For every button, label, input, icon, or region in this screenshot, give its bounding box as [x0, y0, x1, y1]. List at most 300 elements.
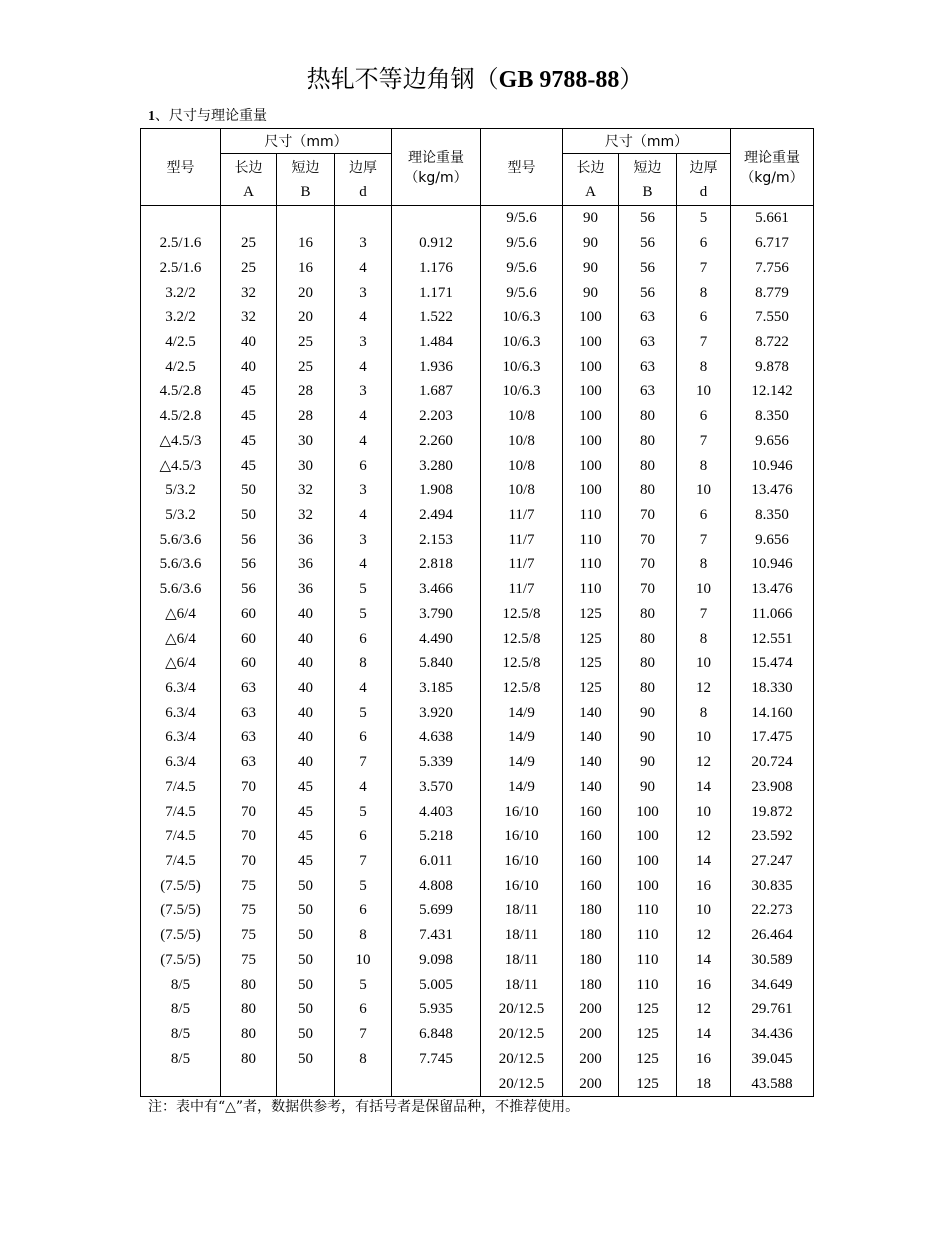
- cell-thickness-right: 18: [677, 1071, 731, 1096]
- cell-long-side-left: 60: [221, 651, 277, 676]
- cell-thickness-left: 6: [335, 453, 392, 478]
- cell-thickness-left: 4: [335, 255, 392, 280]
- cell-short-side-left: [277, 206, 335, 231]
- cell-weight-left: 6.011: [392, 849, 481, 874]
- cell-long-side-left: 70: [221, 775, 277, 800]
- cell-long-side-right: 180: [563, 972, 619, 997]
- cell-long-side-right: 100: [563, 379, 619, 404]
- section-number: 1: [148, 109, 155, 124]
- cell-model-left: 6.3/4: [141, 725, 221, 750]
- cell-model-left: 7/4.5: [141, 775, 221, 800]
- cell-long-side-right: 140: [563, 725, 619, 750]
- table-row: [141, 478, 814, 503]
- cell-short-side-right: 80: [619, 602, 677, 627]
- cell-model-right: 11/7: [481, 503, 563, 528]
- table-body: [141, 206, 814, 1097]
- table-row: [141, 750, 814, 775]
- cell-long-side-right: 110: [563, 503, 619, 528]
- cell-weight-left: 7.745: [392, 1046, 481, 1071]
- cell-short-side-right: 70: [619, 527, 677, 552]
- cell-short-side-right: 100: [619, 873, 677, 898]
- cell-thickness-right: 8: [677, 700, 731, 725]
- cell-thickness-right: 10: [677, 725, 731, 750]
- cell-thickness-right: 10: [677, 651, 731, 676]
- cell-long-side-left: 40: [221, 354, 277, 379]
- cell-weight-left: 1.687: [392, 379, 481, 404]
- cell-long-side-left: 32: [221, 280, 277, 305]
- cell-long-side-right: 100: [563, 404, 619, 429]
- cell-thickness-right: 16: [677, 873, 731, 898]
- title-text: 热轧不等边角钢（: [306, 65, 499, 93]
- table-row: [141, 305, 814, 330]
- cell-long-side-right: 140: [563, 775, 619, 800]
- cell-weight-left: 5.935: [392, 997, 481, 1022]
- table-row: [141, 206, 814, 231]
- cell-long-side-right: 125: [563, 651, 619, 676]
- title-close: ）: [619, 65, 644, 93]
- cell-thickness-left: 5: [335, 972, 392, 997]
- cell-long-side-left: 75: [221, 873, 277, 898]
- table-row: [141, 1022, 814, 1047]
- cell-model-left: 6.3/4: [141, 700, 221, 725]
- cell-model-right: 16/10: [481, 849, 563, 874]
- cell-long-side-left: 25: [221, 231, 277, 256]
- cell-short-side-right: 100: [619, 849, 677, 874]
- cell-thickness-right: 10: [677, 478, 731, 503]
- table-row: [141, 503, 814, 528]
- cell-short-side-left: 36: [277, 577, 335, 602]
- cell-thickness-right: 7: [677, 527, 731, 552]
- header-symbol-b: B: [277, 180, 335, 206]
- cell-model-left: (7.5/5): [141, 923, 221, 948]
- cell-long-side-left: 80: [221, 1046, 277, 1071]
- cell-short-side-right: 80: [619, 478, 677, 503]
- cell-short-side-left: 45: [277, 824, 335, 849]
- cell-short-side-right: 90: [619, 700, 677, 725]
- cell-model-right: 10/6.3: [481, 379, 563, 404]
- cell-long-side-left: 63: [221, 700, 277, 725]
- table-header: [141, 129, 814, 206]
- cell-long-side-left: 25: [221, 255, 277, 280]
- cell-model-right: 18/11: [481, 972, 563, 997]
- cell-model-left: △6/4: [141, 651, 221, 676]
- cell-model-right: 10/8: [481, 453, 563, 478]
- cell-weight-right: 23.908: [731, 775, 814, 800]
- cell-short-side-right: 125: [619, 1071, 677, 1096]
- cell-weight-right: 34.649: [731, 972, 814, 997]
- cell-long-side-right: 160: [563, 824, 619, 849]
- table-row: [141, 527, 814, 552]
- cell-long-side-right: 100: [563, 453, 619, 478]
- cell-long-side-right: 180: [563, 923, 619, 948]
- cell-short-side-left: 20: [277, 280, 335, 305]
- cell-short-side-left: 36: [277, 552, 335, 577]
- cell-short-side-right: 125: [619, 1046, 677, 1071]
- cell-short-side-left: 50: [277, 1022, 335, 1047]
- cell-thickness-right: 10: [677, 577, 731, 602]
- cell-thickness-left: 3: [335, 231, 392, 256]
- cell-short-side-right: 56: [619, 255, 677, 280]
- cell-thickness-left: 4: [335, 428, 392, 453]
- header-weight-unit: （kg/m）: [740, 170, 804, 186]
- cell-short-side-left: 50: [277, 1046, 335, 1071]
- cell-model-right: 10/6.3: [481, 305, 563, 330]
- cell-model-left: 7/4.5: [141, 849, 221, 874]
- cell-short-side-right: 70: [619, 552, 677, 577]
- cell-short-side-right: 90: [619, 725, 677, 750]
- cell-model-right: 10/8: [481, 428, 563, 453]
- cell-model-left: 5/3.2: [141, 478, 221, 503]
- cell-weight-left: 5.218: [392, 824, 481, 849]
- cell-model-right: 20/12.5: [481, 1046, 563, 1071]
- cell-weight-right: 12.142: [731, 379, 814, 404]
- cell-weight-right: 26.464: [731, 923, 814, 948]
- cell-short-side-right: 70: [619, 577, 677, 602]
- header-symbol-a: A: [563, 180, 619, 206]
- cell-long-side-right: 110: [563, 527, 619, 552]
- cell-thickness-left: 8: [335, 651, 392, 676]
- cell-thickness-left: 5: [335, 577, 392, 602]
- cell-long-side-right: 160: [563, 799, 619, 824]
- cell-model-left: 8/5: [141, 1046, 221, 1071]
- cell-weight-left: [392, 1071, 481, 1096]
- cell-weight-left: 4.638: [392, 725, 481, 750]
- cell-short-side-left: 50: [277, 948, 335, 973]
- cell-model-left: 6.3/4: [141, 676, 221, 701]
- cell-short-side-right: 125: [619, 997, 677, 1022]
- table-row: [141, 997, 814, 1022]
- cell-short-side-right: 70: [619, 503, 677, 528]
- cell-weight-right: 9.878: [731, 354, 814, 379]
- cell-short-side-right: 80: [619, 453, 677, 478]
- cell-long-side-left: 70: [221, 849, 277, 874]
- cell-model-right: 11/7: [481, 552, 563, 577]
- cell-short-side-right: 80: [619, 626, 677, 651]
- cell-short-side-left: 40: [277, 651, 335, 676]
- table-row: [141, 923, 814, 948]
- cell-thickness-right: 8: [677, 552, 731, 577]
- cell-model-right: 16/10: [481, 824, 563, 849]
- cell-long-side-left: 70: [221, 799, 277, 824]
- cell-thickness-left: 3: [335, 527, 392, 552]
- cell-thickness-right: 12: [677, 923, 731, 948]
- cell-weight-right: 8.350: [731, 503, 814, 528]
- cell-model-right: 10/6.3: [481, 330, 563, 355]
- cell-weight-right: 8.722: [731, 330, 814, 355]
- cell-long-side-right: 200: [563, 997, 619, 1022]
- cell-weight-right: 22.273: [731, 898, 814, 923]
- cell-short-side-left: 50: [277, 972, 335, 997]
- cell-weight-left: 2.203: [392, 404, 481, 429]
- cell-thickness-right: 14: [677, 775, 731, 800]
- cell-weight-right: 7.550: [731, 305, 814, 330]
- cell-weight-left: 4.808: [392, 873, 481, 898]
- cell-weight-right: 20.724: [731, 750, 814, 775]
- cell-long-side-left: 56: [221, 552, 277, 577]
- cell-thickness-left: 4: [335, 676, 392, 701]
- cell-thickness-right: 14: [677, 948, 731, 973]
- header-size-left: 尺寸（mm）: [221, 129, 392, 154]
- cell-model-left: △6/4: [141, 626, 221, 651]
- cell-thickness-right: 14: [677, 849, 731, 874]
- cell-long-side-right: 180: [563, 898, 619, 923]
- header-model-left: 型号: [141, 129, 221, 206]
- cell-short-side-right: 80: [619, 676, 677, 701]
- cell-weight-left: 2.260: [392, 428, 481, 453]
- cell-model-right: 12.5/8: [481, 602, 563, 627]
- cell-long-side-left: 32: [221, 305, 277, 330]
- table-row: [141, 676, 814, 701]
- cell-model-left: 6.3/4: [141, 750, 221, 775]
- cell-model-left: (7.5/5): [141, 873, 221, 898]
- cell-short-side-right: 56: [619, 231, 677, 256]
- table-row: [141, 824, 814, 849]
- cell-long-side-right: 160: [563, 849, 619, 874]
- cell-long-side-right: 100: [563, 428, 619, 453]
- cell-thickness-left: 4: [335, 552, 392, 577]
- cell-model-right: 12.5/8: [481, 651, 563, 676]
- cell-long-side-right: 110: [563, 552, 619, 577]
- cell-short-side-left: 50: [277, 923, 335, 948]
- cell-long-side-right: 100: [563, 330, 619, 355]
- cell-short-side-right: 90: [619, 750, 677, 775]
- cell-model-left: △6/4: [141, 602, 221, 627]
- cell-thickness-right: 6: [677, 503, 731, 528]
- cell-thickness-left: 5: [335, 799, 392, 824]
- cell-short-side-right: 110: [619, 923, 677, 948]
- cell-thickness-left: 7: [335, 1022, 392, 1047]
- cell-thickness-left: 6: [335, 898, 392, 923]
- cell-model-right: 10/6.3: [481, 354, 563, 379]
- table-row: [141, 799, 814, 824]
- cell-short-side-left: 40: [277, 626, 335, 651]
- cell-short-side-right: 110: [619, 972, 677, 997]
- cell-model-left: 7/4.5: [141, 824, 221, 849]
- cell-model-right: 10/8: [481, 404, 563, 429]
- cell-model-right: 14/9: [481, 700, 563, 725]
- cell-weight-right: 14.160: [731, 700, 814, 725]
- cell-thickness-right: 14: [677, 1022, 731, 1047]
- cell-model-right: 11/7: [481, 577, 563, 602]
- cell-model-right: 12.5/8: [481, 626, 563, 651]
- cell-thickness-left: 5: [335, 700, 392, 725]
- header-weight-unit: （kg/m）: [404, 170, 468, 186]
- cell-thickness-right: 16: [677, 1046, 731, 1071]
- cell-short-side-left: 20: [277, 305, 335, 330]
- cell-weight-left: 0.912: [392, 231, 481, 256]
- cell-thickness-right: 16: [677, 972, 731, 997]
- cell-weight-right: 30.835: [731, 873, 814, 898]
- table-row: [141, 1046, 814, 1071]
- cell-long-side-left: 50: [221, 478, 277, 503]
- cell-thickness-right: 12: [677, 750, 731, 775]
- table-row: [141, 651, 814, 676]
- header-symbol-b: B: [619, 180, 677, 206]
- table-row: [141, 354, 814, 379]
- cell-weight-right: 18.330: [731, 676, 814, 701]
- cell-short-side-left: 36: [277, 527, 335, 552]
- cell-short-side-left: 16: [277, 231, 335, 256]
- cell-short-side-right: 125: [619, 1022, 677, 1047]
- cell-model-right: 20/12.5: [481, 1071, 563, 1096]
- cell-weight-left: 5.005: [392, 972, 481, 997]
- cell-thickness-left: [335, 206, 392, 231]
- cell-thickness-right: 7: [677, 330, 731, 355]
- cell-weight-right: 29.761: [731, 997, 814, 1022]
- cell-short-side-left: 32: [277, 503, 335, 528]
- cell-long-side-right: 90: [563, 280, 619, 305]
- cell-thickness-left: 6: [335, 997, 392, 1022]
- table-row: [141, 775, 814, 800]
- cell-model-left: 3.2/2: [141, 280, 221, 305]
- table-row: [141, 231, 814, 256]
- cell-weight-right: 34.436: [731, 1022, 814, 1047]
- cell-model-right: 11/7: [481, 527, 563, 552]
- cell-thickness-right: 7: [677, 428, 731, 453]
- cell-model-left: 4.5/2.8: [141, 379, 221, 404]
- cell-model-left: 8/5: [141, 1022, 221, 1047]
- cell-short-side-left: 45: [277, 849, 335, 874]
- cell-short-side-right: 63: [619, 330, 677, 355]
- cell-short-side-left: 40: [277, 676, 335, 701]
- section-label: 、尺寸与理论重量: [155, 108, 267, 124]
- header-symbol-a: A: [221, 180, 277, 206]
- cell-weight-left: 4.490: [392, 626, 481, 651]
- header-weight-right: [731, 129, 814, 206]
- cell-long-side-right: 100: [563, 354, 619, 379]
- cell-thickness-left: 6: [335, 725, 392, 750]
- header-short-side: 短边: [619, 154, 677, 181]
- table-row: [141, 453, 814, 478]
- cell-weight-right: 13.476: [731, 577, 814, 602]
- cell-model-right: 9/5.6: [481, 280, 563, 305]
- cell-weight-left: 9.098: [392, 948, 481, 973]
- table-row: [141, 404, 814, 429]
- cell-long-side-right: 140: [563, 750, 619, 775]
- cell-thickness-right: 6: [677, 231, 731, 256]
- cell-weight-left: 3.790: [392, 602, 481, 627]
- cell-thickness-left: 3: [335, 478, 392, 503]
- cell-weight-right: 9.656: [731, 527, 814, 552]
- cell-long-side-left: 63: [221, 725, 277, 750]
- cell-thickness-right: 10: [677, 379, 731, 404]
- table-row: [141, 255, 814, 280]
- cell-short-side-right: 110: [619, 948, 677, 973]
- cell-model-right: 9/5.6: [481, 231, 563, 256]
- cell-long-side-left: 45: [221, 453, 277, 478]
- table-row: [141, 700, 814, 725]
- cell-long-side-left: [221, 1071, 277, 1096]
- cell-model-right: 9/5.6: [481, 206, 563, 231]
- cell-long-side-left: 70: [221, 824, 277, 849]
- cell-short-side-right: 80: [619, 428, 677, 453]
- cell-long-side-right: 100: [563, 305, 619, 330]
- cell-long-side-right: 160: [563, 873, 619, 898]
- table-row: [141, 428, 814, 453]
- cell-model-right: 16/10: [481, 799, 563, 824]
- cell-short-side-left: 32: [277, 478, 335, 503]
- cell-model-left: 8/5: [141, 972, 221, 997]
- cell-weight-left: 6.848: [392, 1022, 481, 1047]
- cell-model-left: 5/3.2: [141, 503, 221, 528]
- cell-weight-left: 1.908: [392, 478, 481, 503]
- cell-thickness-right: 8: [677, 354, 731, 379]
- table-row: [141, 849, 814, 874]
- cell-model-left: 2.5/1.6: [141, 255, 221, 280]
- table-row: [141, 948, 814, 973]
- cell-long-side-right: 200: [563, 1046, 619, 1071]
- cell-model-left: (7.5/5): [141, 898, 221, 923]
- cell-short-side-left: 50: [277, 898, 335, 923]
- cell-model-right: 16/10: [481, 873, 563, 898]
- cell-model-right: 18/11: [481, 898, 563, 923]
- cell-model-left: 3.2/2: [141, 305, 221, 330]
- cell-long-side-right: 180: [563, 948, 619, 973]
- cell-thickness-left: 7: [335, 849, 392, 874]
- cell-thickness-left: [335, 1071, 392, 1096]
- cell-thickness-right: 7: [677, 255, 731, 280]
- cell-model-left: 4/2.5: [141, 330, 221, 355]
- cell-short-side-right: 63: [619, 379, 677, 404]
- cell-short-side-right: 56: [619, 280, 677, 305]
- cell-model-left: 2.5/1.6: [141, 231, 221, 256]
- cell-weight-right: 17.475: [731, 725, 814, 750]
- cell-short-side-right: 110: [619, 898, 677, 923]
- header-thickness: 边厚: [677, 154, 731, 181]
- cell-long-side-right: 125: [563, 676, 619, 701]
- cell-short-side-right: 63: [619, 354, 677, 379]
- cell-long-side-left: 75: [221, 948, 277, 973]
- cell-weight-left: 2.818: [392, 552, 481, 577]
- cell-long-side-left: 60: [221, 602, 277, 627]
- cell-thickness-left: 5: [335, 602, 392, 627]
- cell-thickness-right: 6: [677, 305, 731, 330]
- cell-weight-right: 23.592: [731, 824, 814, 849]
- table-row: [141, 602, 814, 627]
- cell-weight-left: 1.936: [392, 354, 481, 379]
- cell-model-left: 8/5: [141, 997, 221, 1022]
- cell-long-side-left: 56: [221, 527, 277, 552]
- cell-long-side-left: 40: [221, 330, 277, 355]
- table-row: [141, 577, 814, 602]
- cell-short-side-right: 100: [619, 824, 677, 849]
- cell-thickness-right: 6: [677, 404, 731, 429]
- cell-weight-right: 12.551: [731, 626, 814, 651]
- cell-model-right: 10/8: [481, 478, 563, 503]
- cell-model-left: [141, 1071, 221, 1096]
- cell-weight-right: 7.756: [731, 255, 814, 280]
- table-row: [141, 873, 814, 898]
- cell-thickness-right: 12: [677, 824, 731, 849]
- cell-thickness-right: 12: [677, 676, 731, 701]
- cell-weight-right: 10.946: [731, 552, 814, 577]
- cell-weight-left: 7.431: [392, 923, 481, 948]
- cell-weight-right: 19.872: [731, 799, 814, 824]
- cell-model-right: 14/9: [481, 750, 563, 775]
- cell-model-left: 4/2.5: [141, 354, 221, 379]
- cell-long-side-right: 125: [563, 602, 619, 627]
- cell-short-side-left: 50: [277, 873, 335, 898]
- cell-thickness-right: 8: [677, 626, 731, 651]
- cell-long-side-right: 90: [563, 231, 619, 256]
- cell-model-left: 5.6/3.6: [141, 552, 221, 577]
- cell-thickness-left: 10: [335, 948, 392, 973]
- cell-weight-left: 1.176: [392, 255, 481, 280]
- cell-short-side-left: 25: [277, 330, 335, 355]
- table-row: [141, 379, 814, 404]
- cell-model-right: 9/5.6: [481, 255, 563, 280]
- cell-weight-left: 1.171: [392, 280, 481, 305]
